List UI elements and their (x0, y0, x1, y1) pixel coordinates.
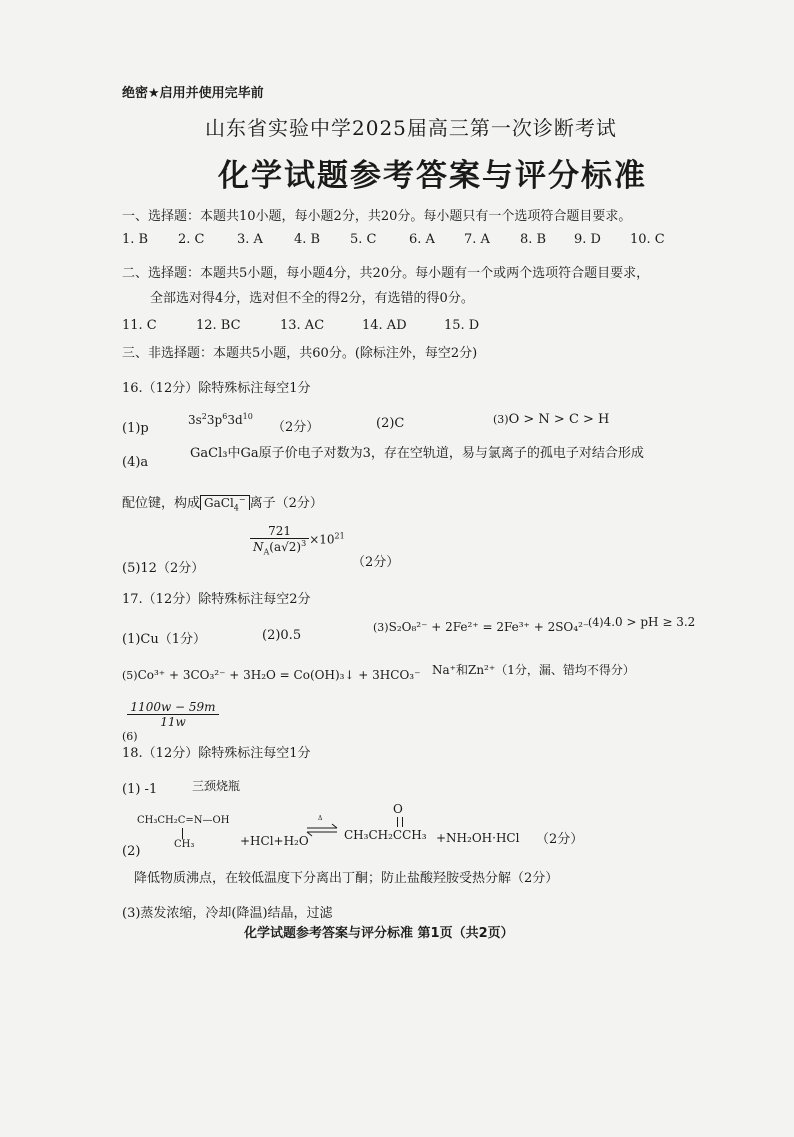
q18-part3: (3)蒸发浓缩，冷却(降温)结晶，过滤 (122, 906, 333, 921)
q16-part4-continued: 配位键，构成 GaCl$_4$− 离子（2分） (122, 495, 323, 513)
answer-9: 9. D (574, 232, 601, 247)
q17-part5-ions: Na⁺和Zn²⁺（1分，漏、错均不得分） (432, 663, 635, 677)
q18-reactants-extra: +HCl+H₂O (240, 834, 309, 848)
page-footer: 化学试题参考答案与评分标准 第1页（共2页） (244, 926, 514, 941)
answer-10: 10. C (630, 232, 665, 247)
q16-density-fraction: $\frac{721}{N_A(a√2)^3}$ $\times 10^{21}$ (250, 524, 345, 556)
branch-bond (182, 828, 183, 839)
q16-electron-config: $3s^23p^63d^{10}$ (188, 412, 253, 427)
q16-part5-score: （2分） (352, 555, 400, 570)
section2-intro: 二、选择题：本题共5小题，每小题4分，共20分。每小题有一个或两个选项符合题目要求， (122, 266, 650, 281)
q17-part1: (1)Cu（1分） (122, 632, 207, 647)
answer-1: 1. B (122, 232, 149, 247)
reversible-arrow (306, 822, 338, 836)
q18-part1-label: (1) -1 (122, 782, 158, 797)
section2-intro-continued: 全部选对得4分，选对但不全的得2分，有选错的得0分。 (150, 291, 474, 306)
double-bond (397, 817, 403, 827)
answer-12: 12. BC (196, 318, 241, 333)
answer-13: 13. AC (280, 318, 325, 333)
q18-part2-score: （2分） (536, 832, 584, 847)
document-title: 化学试题参考答案与评分标准 (218, 158, 647, 194)
q18-part1-answer: 三颈烧瓶 (192, 779, 241, 793)
section3-intro: 三、非选择题：本题共5小题，共60分。(除标注外，每空2分) (122, 346, 478, 361)
heat-symbol: Δ (318, 815, 323, 822)
q17-part6: (6) $\frac{1100w - 59m}{11w}$ (122, 700, 219, 729)
q18-part2-note: 降低物质沸点，在较低温度下分离出丁酮；防止盐酸羟胺受热分解（2分） (134, 871, 559, 886)
q16-part4-text: GaCl₃中Ga原子价电子对数为3，存在空轨道，易与氯离子的孤电子对结合形成 (190, 446, 644, 461)
gacl4-ion: GaCl$_4$− (200, 495, 250, 510)
q18-product: CH₃CH₂CCH₃ (344, 828, 427, 842)
carbonyl-oxygen: O (393, 802, 403, 816)
confidential-label: 绝密★启用并使用完毕前 (122, 86, 264, 101)
answer-15: 15. D (444, 318, 480, 333)
q18-product2: +NH₂OH·HCl (436, 831, 520, 845)
answer-5: 5. C (350, 232, 377, 247)
q16-part1-label: (1)p (122, 421, 149, 436)
answer-3: 3. A (237, 232, 263, 247)
answer-4: 4. B (294, 232, 321, 247)
q18-reactant-branch: CH₃ (174, 839, 195, 850)
answer-7: 7. A (464, 232, 490, 247)
q16-part2: (2)C (376, 416, 405, 431)
section1-intro: 一、选择题：本题共10小题，每小题2分，共20分。每小题只有一个选项符合题目要求。 (122, 209, 632, 224)
q16-part3: (3)O > N > C > H (493, 412, 610, 427)
q17-part4: (4)4.0 > pH ≥ 3.2 (588, 615, 696, 629)
q16-header: 16.（12分）除特殊标注每空1分 (122, 381, 311, 396)
exam-title: 山东省实验中学2025届高三第一次诊断考试 (205, 116, 617, 140)
q16-part5-label: (5)12（2分） (122, 561, 205, 576)
answer-14: 14. AD (362, 318, 407, 333)
answer-8: 8. B (520, 232, 547, 247)
q18-reactant-main: CH₃CH₂C=N—OH (137, 815, 230, 826)
answer-11: 11. C (122, 318, 157, 333)
q17-part5-equation: (5)Co³⁺ + 3CO₃²⁻ + 3H₂O = Co(OH)₃↓ + 3HCO₃⁻ (122, 668, 421, 682)
q18-header: 18.（12分）除特殊标注每空1分 (122, 746, 311, 761)
q18-part2-label: (2) (122, 844, 141, 859)
answer-6: 6. A (409, 232, 435, 247)
q17-part2: (2)0.5 (262, 628, 302, 643)
answer-2: 2. C (178, 232, 205, 247)
q17-header: 17.（12分）除特殊标注每空2分 (122, 592, 311, 607)
q16-part4-label: (4)a (122, 455, 149, 470)
q17-part3: (3)S₂O₈²⁻ + 2Fe²⁺ = 2Fe³⁺ + 2SO₄²⁻ (373, 620, 590, 634)
q16-part1-score: （2分） (272, 420, 320, 435)
